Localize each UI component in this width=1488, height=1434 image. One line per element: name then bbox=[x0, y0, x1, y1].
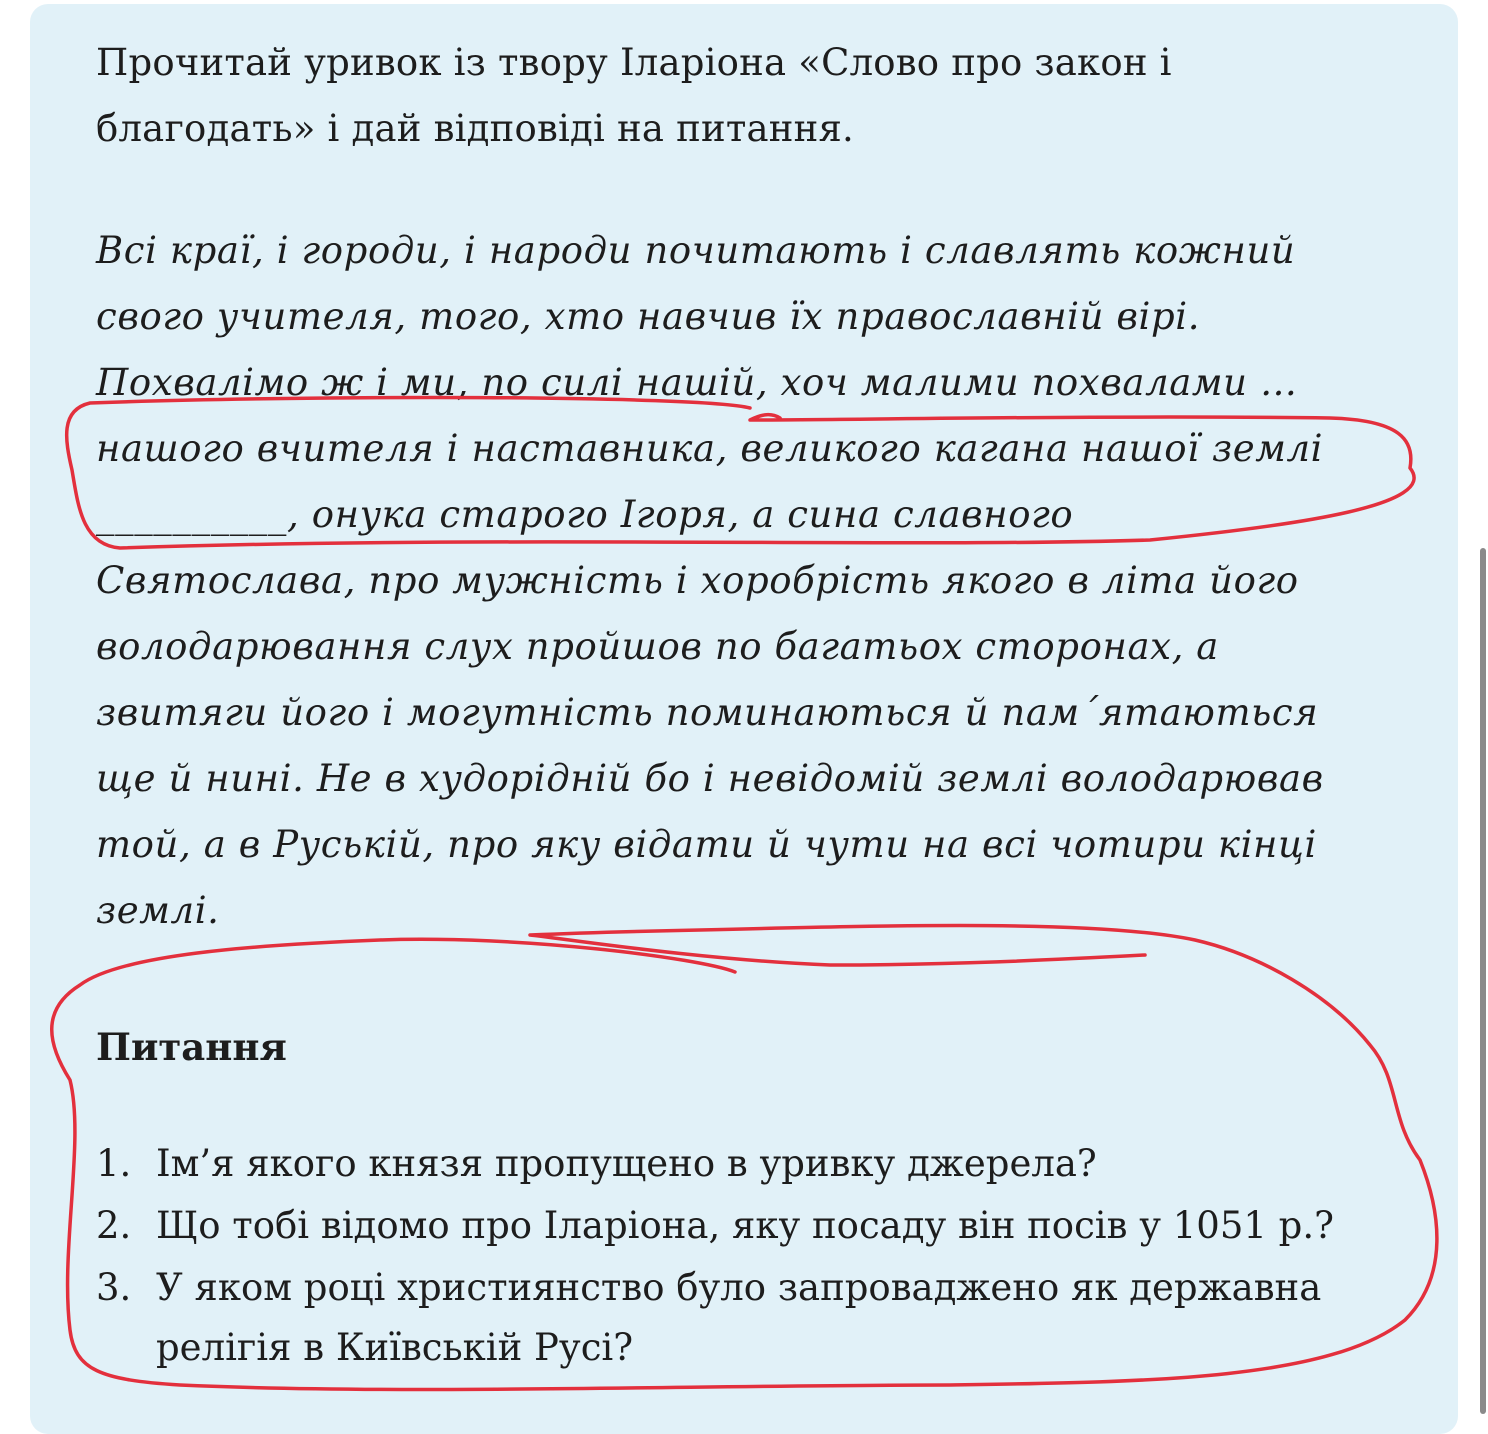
source-passage bbox=[96, 218, 1416, 944]
question-item bbox=[96, 1134, 1416, 1194]
passage-line: володарювання слух пройшов по багатьох сторонах, а bbox=[96, 625, 1219, 668]
task-content bbox=[96, 30, 1416, 1380]
question-text: Що тобі відомо про Іларіона, яку посаду він посів у 1051 р.? bbox=[156, 1204, 1334, 1247]
question-number: 2. bbox=[96, 1204, 132, 1247]
passage-line: той, а в Руській, про яку відати й чути на всі чотири кінці bbox=[96, 823, 1317, 866]
task-instruction bbox=[96, 30, 1416, 162]
questions-list bbox=[96, 1134, 1416, 1378]
question-item bbox=[96, 1196, 1416, 1256]
question-text: У яком році християнство було запроваджено як державна релігія в Київській Русі? bbox=[156, 1266, 1322, 1369]
passage-line: нашого вчителя і наставника, великого кагана нашої землі bbox=[96, 427, 1324, 470]
vertical-scrollbar[interactable] bbox=[1480, 548, 1486, 1414]
passage-line: Похвалімо ж і ми, по силі нашій, хоч малими похвалами … bbox=[96, 361, 1298, 404]
question-number: 1. bbox=[96, 1142, 132, 1185]
passage-line: Святослава, про мужність і хоробрість якого в літа його bbox=[96, 559, 1299, 602]
instruction-line: благодать» і дай відповіді на питання. bbox=[96, 107, 854, 150]
passage-line: землі. bbox=[96, 889, 220, 932]
passage-line: ще й нині. Не в худорідній бо і невідомій землі володарював bbox=[96, 757, 1324, 800]
question-text: Ім’я якого князя пропущено в уривку джерела? bbox=[156, 1142, 1097, 1185]
question-item bbox=[96, 1258, 1416, 1378]
questions-heading: Питання bbox=[96, 1025, 287, 1069]
passage-line-with-blank: __________, онука старого Ігоря, а сина славного bbox=[96, 493, 1074, 536]
passage-line: свого учителя, того, хто навчив їх православній вірі. bbox=[96, 295, 1201, 338]
instruction-line: Прочитай уривок із твору Іларіона «Слово про закон і bbox=[96, 41, 1172, 84]
passage-line: Всі краї, і городи, і народи почитають і славлять кожний bbox=[96, 229, 1296, 272]
passage-line: звитяги його і могутність поминаються й пам´ятаються bbox=[96, 691, 1319, 734]
question-number: 3. bbox=[96, 1266, 132, 1309]
